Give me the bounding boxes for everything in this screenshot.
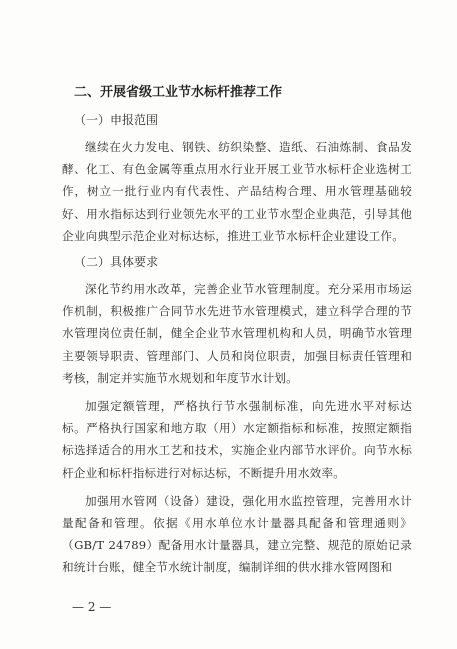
paragraph-management-system: 深化节约用水改革，完善企业节水管理制度。充分采用市场运作机制，积极推广合同节水先进节水管理模式，建立科学合理的节水管理岗位责任制，健全企业节水管理机构和人员，明确节水管理主要领导职责、管理部门、人员和岗位职责，加强目标责任管理和考核，制定并实施节水规划和年度节水计划。 (62, 282, 412, 385)
subsection-title-scope: （一）申报范围 (74, 113, 159, 127)
page-content (62, 84, 412, 585)
page-number: — 2 — (72, 600, 112, 614)
paragraph-quota-management: 加强定额管理，严格执行节水强制标准，向先进水平对标达标。严格执行国家和地方取（用）水定额指标和标准，按照定额指标选择适合的用水工艺和技术，实施企业内部节水评价。向节水标杆企业和标杆指标进行对标达标，不断提升用水效率。 (62, 399, 412, 480)
paragraph-metering: 加强用水管网（设备）建设，强化用水监控管理，完善用水计量配备和管理。依据《用水单位水计量器具配备和管理通则》（GB/T 24789）配备用水计量器具，建立完整、规范的原始记录和统计台账，健全节水统计制度，编制详细的供水排水管网图和 (62, 493, 412, 575)
section-heading: 二、开展省级工业节水标杆推荐工作 (74, 85, 283, 100)
paragraph-scope: 继续在火力发电、钢铁、纺织染整、造纸、石油炼制、食品发酵、化工、有色金属等重点用水行业开展工业节水标杆企业选树工作，树立一批行业内有代表性、产品结构合理、用水管理基础较好、用水指标达到行业领先水平的工业节水型企业典范，引导其他企业向典型示范企业对标达标，推进工业节水标杆企业建设工作。 (62, 140, 412, 243)
subsection-title-requirements: （二）具体要求 (74, 255, 159, 270)
